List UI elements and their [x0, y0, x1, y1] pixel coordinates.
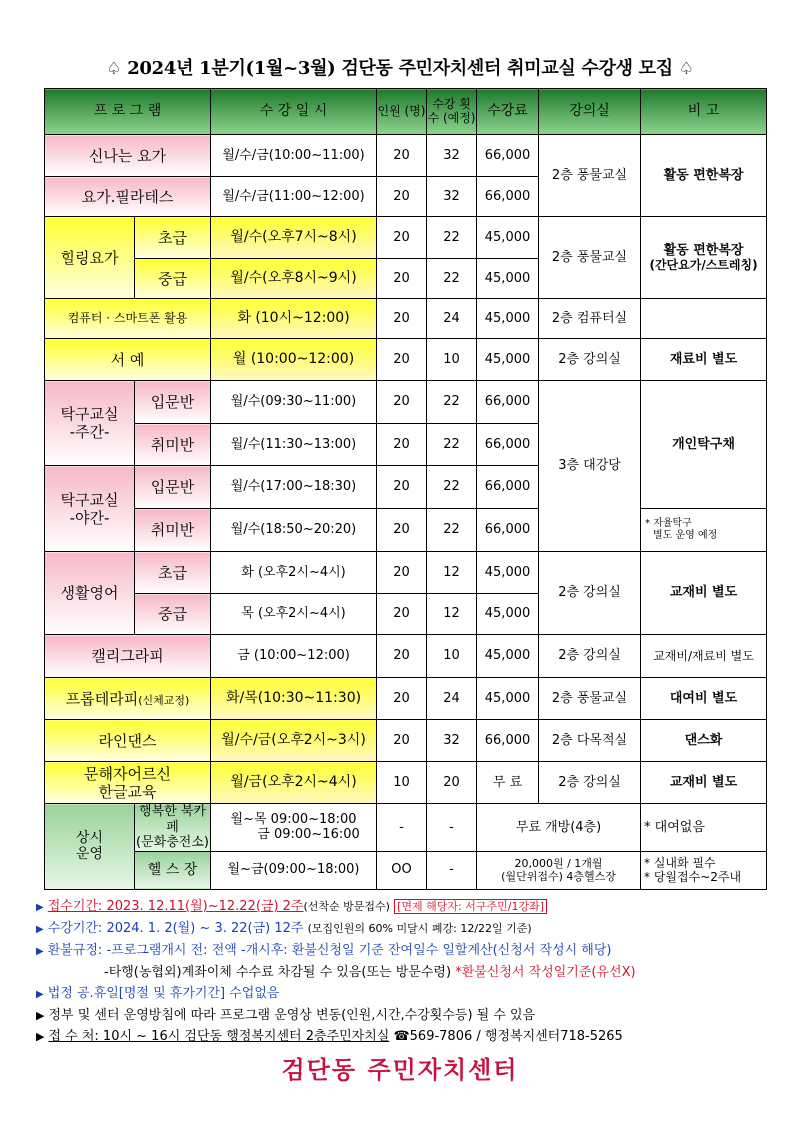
- program-name-line: 행복한 북카페: [139, 804, 206, 835]
- fee-cell: 66,000: [477, 135, 539, 177]
- note-cell: [641, 851, 767, 889]
- exemption-badge: [면제 해당자: 서구주민/1강좌]: [394, 899, 547, 914]
- change-text: 정부 및 센터 운영방침에 따라 프로그램 운영상 변동(인원,시간,수강횟수등) 될 수 있음: [48, 1008, 536, 1023]
- program-name: 캘리그라피: [45, 635, 211, 678]
- capacity-cell: 20: [377, 552, 427, 594]
- sessions-cell: 32: [427, 720, 477, 762]
- notice-contact: [36, 1026, 776, 1047]
- program-name: 라인댄스: [45, 720, 211, 762]
- schedule-cell: [211, 804, 377, 852]
- note-line: * 실내화 필수: [644, 855, 716, 870]
- schedule-cell: 월/수(17:00~18:30): [211, 466, 377, 509]
- program-name-line: 한글교육: [98, 782, 157, 801]
- note-line: 별도 운영 예정: [653, 530, 718, 541]
- program-name-line: 탁구교실: [60, 490, 119, 509]
- registration-sub: (선착순 방문접수): [303, 900, 390, 913]
- program-name-line: 탁구교실: [60, 405, 119, 423]
- refund-fee: -타행(농협외)계좌이체 수수료 차감될 수 있음(또는 방문수령): [104, 965, 452, 980]
- capacity-cell: 10: [377, 762, 427, 804]
- fee-cell: 66,000: [477, 466, 539, 509]
- schedule-cell: 화 (오후2시~4시): [211, 552, 377, 594]
- note-cell: 개인탁구채: [641, 381, 767, 509]
- schedule-cell: 목 (오후2시~4시): [211, 594, 377, 635]
- program-name: 컴퓨터 · 스마트폰 활용: [45, 299, 211, 339]
- note-cell: 재료비 별도: [641, 339, 767, 381]
- schedule-cell: 금 (10:00~12:00): [211, 635, 377, 678]
- refund-date: *환불신청서 작성일기준(유선X): [455, 965, 636, 980]
- level-cell: 입문반: [135, 381, 211, 424]
- program-name: [45, 466, 135, 552]
- schedule-cell: 월 (10:00~12:00): [211, 339, 377, 381]
- program-name: 생활영어: [45, 552, 135, 635]
- schedule-cell: 월/수(오후7시~8시): [211, 217, 377, 259]
- fee-cell: 66,000: [477, 424, 539, 466]
- course-sub: (모집인원의 60% 미달시 폐강: 12/22일 기준): [307, 922, 532, 935]
- program-name: [45, 762, 211, 804]
- holiday-text: 법정 공.휴일[명절 및 휴가기간] 수업없음: [47, 986, 280, 1001]
- table-row: [45, 720, 767, 762]
- sessions-cell: 20: [427, 762, 477, 804]
- header-schedule: 수 강 일 시: [211, 89, 377, 135]
- capacity-cell: 20: [377, 381, 427, 424]
- program-name-line: -야간-: [69, 508, 110, 527]
- schedule-cell: 월/수(18:50~20:20): [211, 509, 377, 552]
- sessions-cell: 12: [427, 594, 477, 635]
- capacity-cell: 20: [377, 424, 427, 466]
- note-cell: 교재비/재료비 별도: [641, 635, 767, 678]
- room-cell: 2층 다목적실: [539, 720, 641, 762]
- table-row: [45, 299, 767, 339]
- triangle-bullet-icon: ▶: [36, 902, 44, 913]
- program-name: [45, 381, 135, 466]
- sessions-cell: 22: [427, 424, 477, 466]
- capacity-cell: 20: [377, 678, 427, 720]
- fee-cell: 45,000: [477, 678, 539, 720]
- sessions-cell: 10: [427, 635, 477, 678]
- capacity-cell: 20: [377, 299, 427, 339]
- triangle-bullet-icon: ▶: [36, 1009, 45, 1022]
- triangle-bullet-icon: ▶: [36, 946, 44, 957]
- notice-refund-2: [36, 962, 776, 983]
- sessions-cell: 22: [427, 217, 477, 259]
- table-row: [45, 381, 767, 424]
- fee-cell: 66,000: [477, 720, 539, 762]
- fee-cell: 66,000: [477, 509, 539, 552]
- spade-icon: ♤: [106, 59, 122, 79]
- header-capacity: 인원 (명): [377, 89, 427, 135]
- table-row: [45, 552, 767, 594]
- standing-label: [45, 804, 135, 890]
- table-row: [45, 135, 767, 177]
- room-cell: 2층 강의실: [539, 552, 641, 635]
- sessions-cell: 24: [427, 299, 477, 339]
- course-period: 수강기간: 2024. 1. 2(월) ~ 3. 22(금) 12주: [47, 921, 304, 936]
- fee-cell: 45,000: [477, 299, 539, 339]
- notice-refund: [36, 940, 776, 962]
- triangle-bullet-icon: ▶: [36, 924, 44, 935]
- room-cell: 2층 풍물교실: [539, 678, 641, 720]
- sessions-cell: 24: [427, 678, 477, 720]
- note-cell: 대여비 별도: [641, 678, 767, 720]
- schedule-cell: 화 (10시~12:00): [211, 299, 377, 339]
- capacity-cell: 20: [377, 594, 427, 635]
- capacity-cell: 20: [377, 635, 427, 678]
- table-header-row: [45, 89, 767, 135]
- schedule-cell: 월/수/금(10:00~11:00): [211, 135, 377, 177]
- program-name: [45, 678, 211, 720]
- sessions-cell: 22: [427, 466, 477, 509]
- capacity-cell: 20: [377, 177, 427, 217]
- standing-label-line: 운영: [75, 846, 104, 863]
- room-cell: 2층 강의실: [539, 339, 641, 381]
- fee-cell: 66,000: [477, 177, 539, 217]
- sessions-cell: -: [427, 804, 477, 852]
- contact-phone: ☎569-7806 / 행정복지센터718-5265: [393, 1029, 623, 1044]
- page-title: [0, 54, 800, 80]
- program-name: 요가.필라테스: [45, 177, 211, 217]
- level-cell: 중급: [135, 259, 211, 299]
- title-text: 2024년 1분기(1월~3월) 검단동 주민자치센터 취미교실 수강생 모집: [127, 58, 673, 79]
- level-cell: 취미반: [135, 509, 211, 552]
- note-cell: [641, 217, 767, 299]
- room-cell: 2층 컴퓨터실: [539, 299, 641, 339]
- fee-cell: 45,000: [477, 217, 539, 259]
- program-name: 신나는 요가: [45, 135, 211, 177]
- triangle-bullet-icon: ▶: [36, 989, 44, 1000]
- footer-organization: 검단동 주민자치센터: [281, 1056, 519, 1084]
- capacity-cell: 20: [377, 259, 427, 299]
- room-cell: 2층 풍물교실: [539, 135, 641, 217]
- schedule-cell: 월/수/금(오후2시~3시): [211, 720, 377, 762]
- schedule-cell: 월/수(11:30~13:00): [211, 424, 377, 466]
- note-line: * 당월접수~2주내: [644, 870, 742, 885]
- program-name-sub: (신체교정): [138, 693, 190, 707]
- level-cell: 초급: [135, 217, 211, 259]
- schedule-cell: 월~금(09:00~18:00): [211, 851, 377, 889]
- capacity-cell: 20: [377, 466, 427, 509]
- note-cell: 활동 편한복장: [641, 135, 767, 217]
- room-cell: 2층 풍물교실: [539, 217, 641, 299]
- schedule-cell: 월/수(오후8시~9시): [211, 259, 377, 299]
- notice-list: [36, 896, 776, 1047]
- fee-cell: 45,000: [477, 594, 539, 635]
- note-line: 활동 편한복장: [663, 242, 744, 258]
- fee-cell: 무 료: [477, 762, 539, 804]
- schedule-table: [44, 88, 767, 890]
- header-program: 프 로 그 램: [45, 89, 211, 135]
- fee-cell: 45,000: [477, 552, 539, 594]
- standing-label-line: 상시: [75, 829, 104, 846]
- sessions-cell: 12: [427, 552, 477, 594]
- sessions-cell: 22: [427, 509, 477, 552]
- note-cell: * 대여없음: [641, 804, 767, 852]
- table-row: [45, 217, 767, 259]
- level-cell: 입문반: [135, 466, 211, 509]
- notice-change: [36, 1005, 776, 1026]
- room-cell: 2층 강의실: [539, 635, 641, 678]
- capacity-cell: 20: [377, 720, 427, 762]
- capacity-cell: 20: [377, 339, 427, 381]
- capacity-cell: 20: [377, 509, 427, 552]
- level-cell: 취미반: [135, 424, 211, 466]
- notice-course: [36, 918, 776, 940]
- fee-room-line: 20,000원 / 1개월: [514, 857, 603, 871]
- note-line: (간단요가/스트레칭): [649, 258, 758, 273]
- table-row: [45, 678, 767, 720]
- table-row: [45, 339, 767, 381]
- level-cell: 중급: [135, 594, 211, 635]
- table-row: [45, 804, 767, 852]
- level-cell: 초급: [135, 552, 211, 594]
- schedule-line: 금 09:00~16:00: [257, 827, 360, 843]
- note-cell: [641, 299, 767, 339]
- fee-cell: 45,000: [477, 259, 539, 299]
- header-room: 강의실: [539, 89, 641, 135]
- sessions-cell: 10: [427, 339, 477, 381]
- fee-room-cell: 무료 개방(4층): [477, 804, 641, 852]
- capacity-cell: -: [377, 804, 427, 852]
- triangle-bullet-icon: ▶: [36, 1030, 45, 1043]
- program-name: 헬 스 장: [135, 851, 211, 889]
- spade-icon: ♤: [678, 59, 694, 79]
- note-cell: [641, 509, 767, 552]
- program-name-line: 문해자어르신: [84, 764, 171, 783]
- sessions-cell: 32: [427, 177, 477, 217]
- contact-text: 접 수 처: 10시 ~ 16시 검단동 행정복지센터 2층주민자치실: [48, 1029, 390, 1044]
- schedule-line: 월~목 09:00~18:00: [230, 811, 357, 827]
- notice-holiday: [36, 983, 776, 1005]
- sessions-cell: 32: [427, 135, 477, 177]
- capacity-cell: 20: [377, 217, 427, 259]
- schedule-cell: 월/수/금(11:00~12:00): [211, 177, 377, 217]
- fee-cell: 45,000: [477, 635, 539, 678]
- table-row: [45, 762, 767, 804]
- header-fee: 수강료: [477, 89, 539, 135]
- fee-room-cell: [477, 851, 641, 889]
- sessions-cell: 22: [427, 381, 477, 424]
- fee-cell: 66,000: [477, 381, 539, 424]
- schedule-cell: 월/금(오후2시~4시): [211, 762, 377, 804]
- note-cell: 댄스화: [641, 720, 767, 762]
- note-cell: 교재비 별도: [641, 552, 767, 635]
- table-row: [45, 509, 767, 552]
- refund-rule: 환불규정: -프로그램개시 전: 전액 -개시후: 환불신청일 기준 잔여일수 일할계산(신청서 작성시 해당): [47, 943, 612, 958]
- program-name-line: -주간-: [69, 423, 110, 441]
- header-note: 비 고: [641, 89, 767, 135]
- table-row: [45, 851, 767, 889]
- table-row: [45, 635, 767, 678]
- room-cell: 2층 강의실: [539, 762, 641, 804]
- program-name-line: (문화충전소): [136, 835, 209, 851]
- capacity-cell: 20: [377, 135, 427, 177]
- note-cell: 교재비 별도: [641, 762, 767, 804]
- program-name: 서 예: [45, 339, 211, 381]
- sessions-cell: 22: [427, 259, 477, 299]
- program-name-text: 프롭테라피: [65, 689, 139, 708]
- notice-registration: [36, 896, 776, 918]
- fee-cell: 45,000: [477, 339, 539, 381]
- schedule-cell: 화/목(10:30~11:30): [211, 678, 377, 720]
- capacity-cell: OO: [377, 851, 427, 889]
- sessions-cell: -: [427, 851, 477, 889]
- header-sessions: 수강 횟수 (예정): [427, 89, 477, 135]
- schedule-cell: 월/수(09:30~11:00): [211, 381, 377, 424]
- registration-period: 접수기간: 2023. 12.11(월)~12.22(금) 2주: [47, 899, 304, 914]
- note-line: * 자율탁구: [645, 518, 692, 529]
- fee-room-line: (월단위접수) 4층헬스장: [501, 870, 616, 884]
- program-name: [135, 804, 211, 852]
- room-cell: 3층 대강당: [539, 381, 641, 552]
- program-name: 힐링요가: [45, 217, 135, 299]
